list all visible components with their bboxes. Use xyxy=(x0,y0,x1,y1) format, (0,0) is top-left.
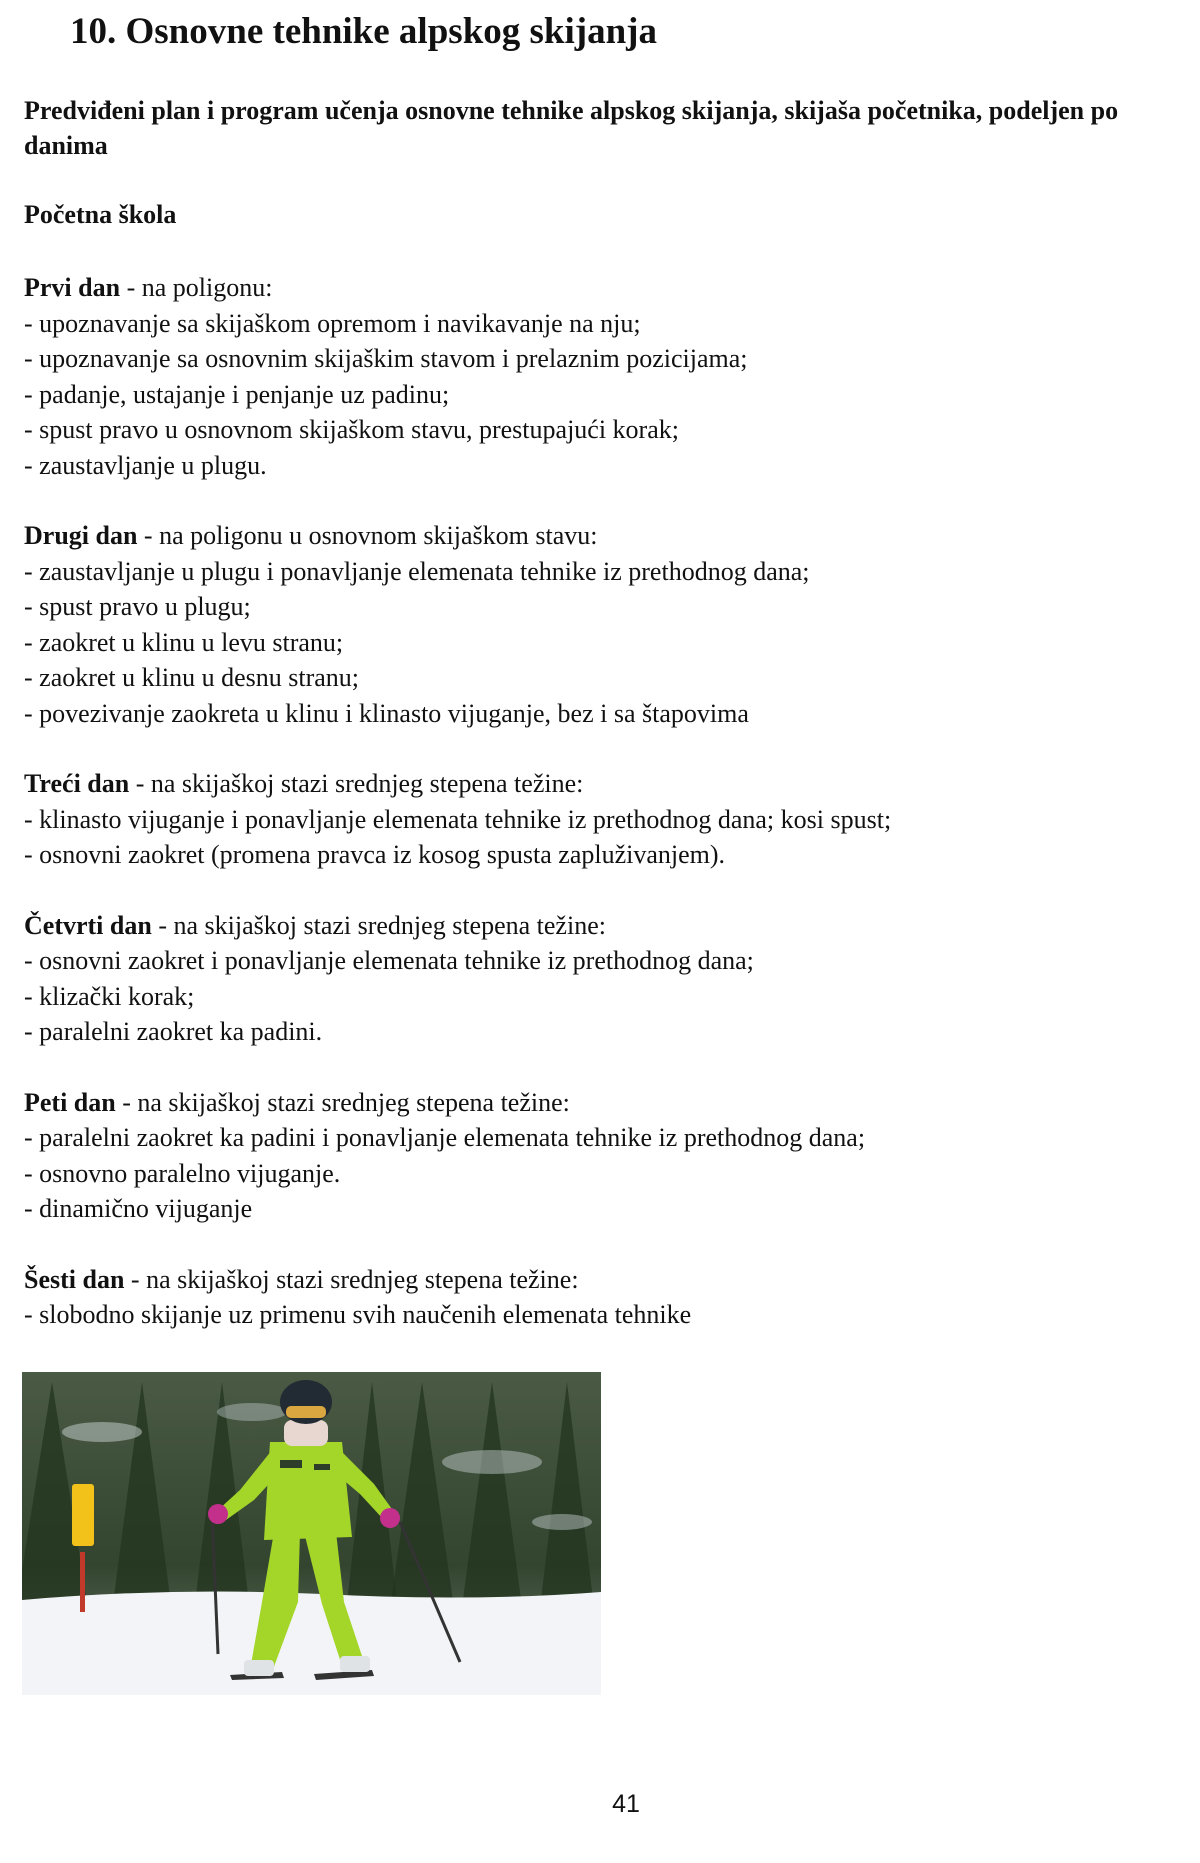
page-number: 41 xyxy=(612,1790,640,1818)
day-section xyxy=(24,518,1174,731)
day-section xyxy=(24,766,1174,873)
day-name: Peti dan xyxy=(24,1087,116,1117)
list-item: - osnovni zaokret (promena pravca iz kosog spusta zapluživanjem). xyxy=(24,840,726,869)
day-heading xyxy=(24,1262,1174,1298)
day-name: Prvi dan xyxy=(24,273,121,302)
day-heading xyxy=(24,518,1174,554)
list-item: - padanje, ustajanje i penjanje uz padinu; xyxy=(24,379,450,409)
section-heading: Početna škola xyxy=(24,200,177,229)
day-location: - na poligonu u osnovnom skijaškom stavu: xyxy=(137,521,598,550)
day-section xyxy=(24,270,1174,483)
list-item: - klinasto vijuganje i ponavljanje elemenata tehnike iz prethodnog dana; kosi spust; xyxy=(24,804,892,834)
list-item: - osnovni zaokret i ponavljanje elemenata tehnike iz prethodnog dana; xyxy=(24,946,754,975)
day-location: - na skijaškoj stazi srednjeg stepena težine: xyxy=(129,769,584,798)
day-plan-list xyxy=(24,270,1174,1368)
list-item: - spust pravo u plugu; xyxy=(24,592,251,621)
day-section xyxy=(24,1085,1174,1227)
day-name: Drugi dan xyxy=(24,521,138,550)
list-item: - klizački korak; xyxy=(24,981,195,1011)
day-heading xyxy=(24,270,1174,306)
page-title: 10. Osnovne tehnike alpskog skijanja xyxy=(70,11,657,52)
list-item: - spust pravo u osnovnom skijaškom stavu, prestupajući korak; xyxy=(24,415,679,444)
list-item: - paralelni zaokret ka padini. xyxy=(24,1017,323,1046)
list-item: - zaustavljanje u plugu i ponavljanje elemenata tehnike iz prethodnog dana; xyxy=(24,556,810,586)
day-heading xyxy=(24,1085,1174,1121)
list-item: - upoznavanje sa skijaškom opremom i navikavanje na nju; xyxy=(24,308,641,338)
skier-photo xyxy=(22,1372,601,1695)
day-heading xyxy=(24,766,1174,802)
day-location: - na skijaškoj stazi srednjeg stepena težine: xyxy=(151,910,606,940)
list-item: - osnovno paralelno vijuganje. xyxy=(24,1158,341,1188)
list-item: - dinamično vijuganje xyxy=(24,1194,253,1223)
day-location: - na poligonu: xyxy=(120,273,273,302)
list-item: - zaustavljanje u plugu. xyxy=(24,450,267,480)
day-name: Treći dan xyxy=(24,769,130,798)
day-location: - na skijaškoj stazi srednjeg stepena težine: xyxy=(124,1264,579,1294)
list-item: - paralelni zaokret ka padini i ponavljanje elemenata tehnike iz prethodnog dana; xyxy=(24,1123,866,1152)
day-name: Četvrti dan xyxy=(24,910,152,940)
day-section xyxy=(24,908,1174,1050)
day-section xyxy=(24,1262,1174,1333)
day-heading xyxy=(24,908,1174,944)
day-location: - na skijaškoj stazi srednjeg stepena težine: xyxy=(115,1087,570,1117)
list-item: - zaokret u klinu u desnu stranu; xyxy=(24,663,360,692)
list-item: - povezivanje zaokreta u klinu i klinasto vijuganje, bez i sa štapovima xyxy=(24,698,749,728)
day-name: Šesti dan xyxy=(24,1264,125,1294)
list-item: - zaokret u klinu u levu stranu; xyxy=(24,627,344,657)
list-item: - slobodno skijanje uz primenu svih naučenih elemenata tehnike xyxy=(24,1300,692,1329)
intro-paragraph: Predviđeni plan i program učenja osnovne tehnike alpskog skijanja, skijaša početnika, podeljen po danima xyxy=(24,96,1119,160)
list-item: - upoznavanje sa osnovnim skijaškim stavom i prelaznim pozicijama; xyxy=(24,344,748,373)
snow-ground xyxy=(22,1592,601,1695)
